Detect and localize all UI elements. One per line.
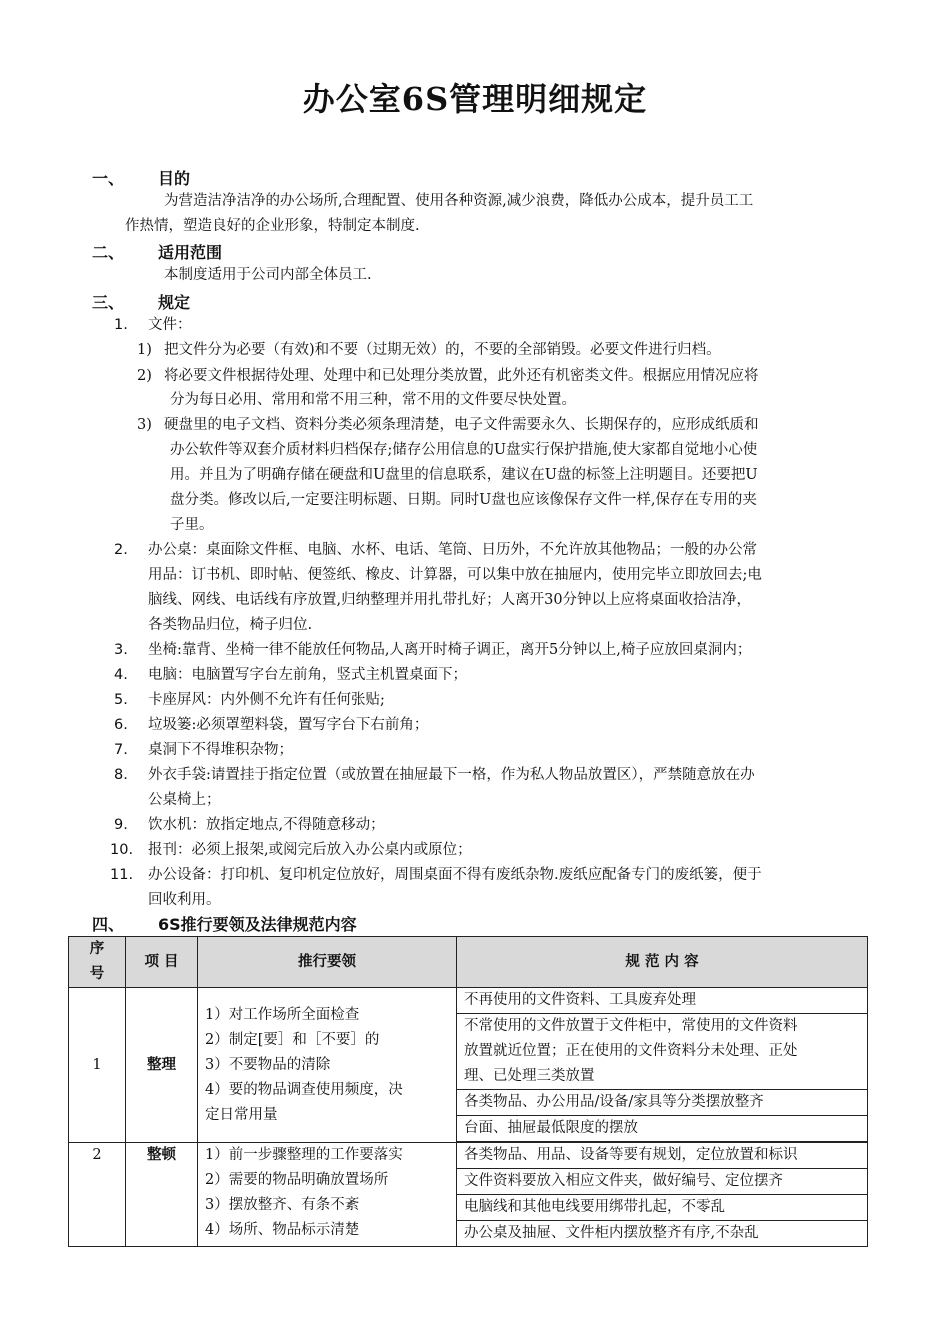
paragraph-line: 本制度适用于公司内部全体员工.	[164, 267, 372, 283]
cell-item: 整顿	[126, 1143, 198, 1247]
cell-content: 办公桌及抽屉、文件柜内摆放整齐有序,不杂乱	[457, 1221, 868, 1247]
paragraph-line: 为营造洁净洁净的办公场所,合理配置、使用各种资源,减少浪费，降低办公成本，提升员工工	[164, 193, 754, 209]
section-number: 一、	[92, 169, 125, 188]
rule-text: 办公桌：桌面除文件框、电脑、水杯、电话、笔筒、日历外，不允许放其他物品；一般的办公常	[148, 542, 757, 558]
rule-number: 9.	[114, 817, 128, 833]
rule-text: 各类物品归位，椅子归位.	[148, 617, 313, 633]
section-number: 三、	[92, 293, 125, 312]
subrule-number: 3)	[137, 417, 152, 433]
rule-number: 1.	[114, 317, 128, 333]
subrule-text: 硬盘里的电子文档、资料分类必须条理清楚，电子文件需要永久、长期保存的，应形成纸质和	[164, 417, 759, 433]
subrule-text: 分为每日必用、常用和常不用三种，常不用的文件要尽快处置。	[170, 392, 576, 408]
rule-text: 用品：订书机、即时帖、便签纸、橡皮、计算器，可以集中放在抽屉内，使用完毕立即放回去;电	[148, 567, 762, 583]
cell-seq: 2	[69, 1143, 126, 1247]
paragraph-line: 作热情，塑造良好的企业形象，特制定本制度.	[125, 218, 420, 234]
rule-text: 报刊：必须上报架,或阅完后放入办公桌内或原位；	[148, 842, 472, 858]
header-key-points: 推行要领	[198, 937, 457, 988]
rule-number: 5.	[114, 692, 128, 708]
cell-seq: 1	[69, 988, 126, 1143]
cell-content: 文件资料要放入相应文件夹，做好编号、定位摆齐	[457, 1169, 868, 1195]
subrule-text: 将必要文件根据待处理、处理中和已处理分类放置，此外还有机密类文件。根据应用情况应将	[164, 368, 759, 384]
rule-number: 3.	[114, 642, 128, 658]
cell-item: 整理	[126, 988, 198, 1143]
subrule-text: 把文件分为必要（有效)和不要（过期无效）的，不要的全部销毁。必要文件进行归档。	[164, 342, 721, 358]
cell-key-points: 1）前一步骤整理的工作要落实 2）需要的物品明确放置场所 3）摆放整齐、有条不紊 4）场所、物品标示清楚	[198, 1143, 457, 1247]
rule-text: 文件：	[148, 317, 192, 333]
document-title: 办公室6S管理明细规定	[302, 80, 648, 118]
section-heading-6s	[92, 912, 357, 935]
rule-text: 回收利用。	[148, 892, 221, 908]
rule-number: 8.	[114, 767, 128, 783]
header-seq: 序 号	[69, 937, 126, 988]
subrule-text: 办公软件等双套介质材料归档保存;储存公用信息的U盘实行保护措施,使大家都自觉地小心使	[170, 442, 758, 458]
cell-content: 电脑线和其他电线要用绑带扎起，不零乱	[457, 1195, 868, 1221]
header-item: 项 目	[126, 937, 198, 988]
rule-text: 桌洞下不得堆积杂物；	[148, 742, 293, 758]
rule-text: 垃圾篓:必须罩塑料袋，置写字台下右前角；	[148, 717, 429, 733]
subrule-text: 盘分类。修改以后,一定要注明标题、日期。同时U盘也应该像保存文件一样,保存在专用的夹	[170, 492, 757, 508]
section-number: 四、	[92, 915, 125, 934]
rule-number: 10.	[110, 842, 134, 858]
rule-text: 饮水机：放指定地点,不得随意移动；	[148, 817, 385, 833]
section-heading-purpose	[92, 166, 190, 189]
subrule-text: 用。并且为了明确存储在硬盘和U盘里的信息联系，建议在U盘的标签上注明题目。还要把U	[170, 467, 758, 483]
section-heading-rules	[92, 290, 190, 313]
table-row	[69, 1143, 868, 1169]
rule-text: 脑线、网线、电话线有序放置,归纳整理并用扎带扎好；人离开30分钟以上应将桌面收拾洁净，	[148, 592, 752, 608]
cell-content: 各类物品、用品、设备等要有规划，定位放置和标识	[457, 1143, 868, 1169]
cell-content: 各类物品、办公用品/设备/家具等分类摆放整齐	[457, 1090, 868, 1116]
table-header-row	[69, 937, 868, 988]
cell-key-points: 1）对工作场所全面检查 2）制定[要］和［不要］的 3）不要物品的清除 4）要的物品调查使用频度，决 定日常用量	[198, 988, 457, 1143]
rule-number: 11.	[110, 867, 134, 883]
rule-text: 坐椅:靠背、坐椅一律不能放任何物品,人离开时椅子调正，离开5分钟以上,椅子应放回桌洞内；	[148, 642, 752, 658]
rule-text: 公桌椅上；	[148, 792, 221, 808]
section-title: 目的	[158, 169, 191, 188]
subrule-text: 子里。	[170, 517, 214, 533]
header-content: 规 范 内 容	[457, 937, 868, 988]
rule-number: 4.	[114, 667, 128, 683]
rule-number: 2.	[114, 542, 128, 558]
cell-content: 不再使用的文件资料、工具废弃处理	[457, 988, 868, 1014]
section-title: 适用范围	[158, 243, 223, 262]
rule-text: 外衣手袋:请置挂于指定位置（或放置在抽屉最下一格，作为私人物品放置区），严禁随意放在办	[148, 767, 755, 783]
subrule-number: 1)	[137, 342, 152, 358]
rule-text: 卡座屏风：内外侧不允许有任何张贴;	[148, 692, 385, 708]
cell-content: 不常使用的文件放置于文件柜中，常使用的文件资料 放置就近位置；正在使用的文件资料分未处理、正处 理、已处理三类放置	[457, 1014, 868, 1090]
rule-number: 6.	[114, 717, 128, 733]
section-number: 二、	[92, 243, 125, 262]
rule-text: 办公设备：打印机、复印机定位放好，周围桌面不得有废纸杂物.废纸应配备专门的废纸篓，便于	[148, 867, 762, 883]
section-title: 6S推行要领及法律规范内容	[158, 915, 357, 934]
rule-text: 电脑：电脑置写字台左前角，竖式主机置桌面下；	[148, 667, 467, 683]
subrule-number: 2)	[137, 368, 152, 384]
section-title: 规定	[158, 293, 191, 312]
table-row	[69, 988, 868, 1014]
6s-table	[68, 936, 868, 1247]
section-heading-scope	[92, 240, 222, 263]
rule-number: 7.	[114, 742, 128, 758]
cell-content: 台面、抽屉最低限度的摆放	[457, 1116, 868, 1142]
